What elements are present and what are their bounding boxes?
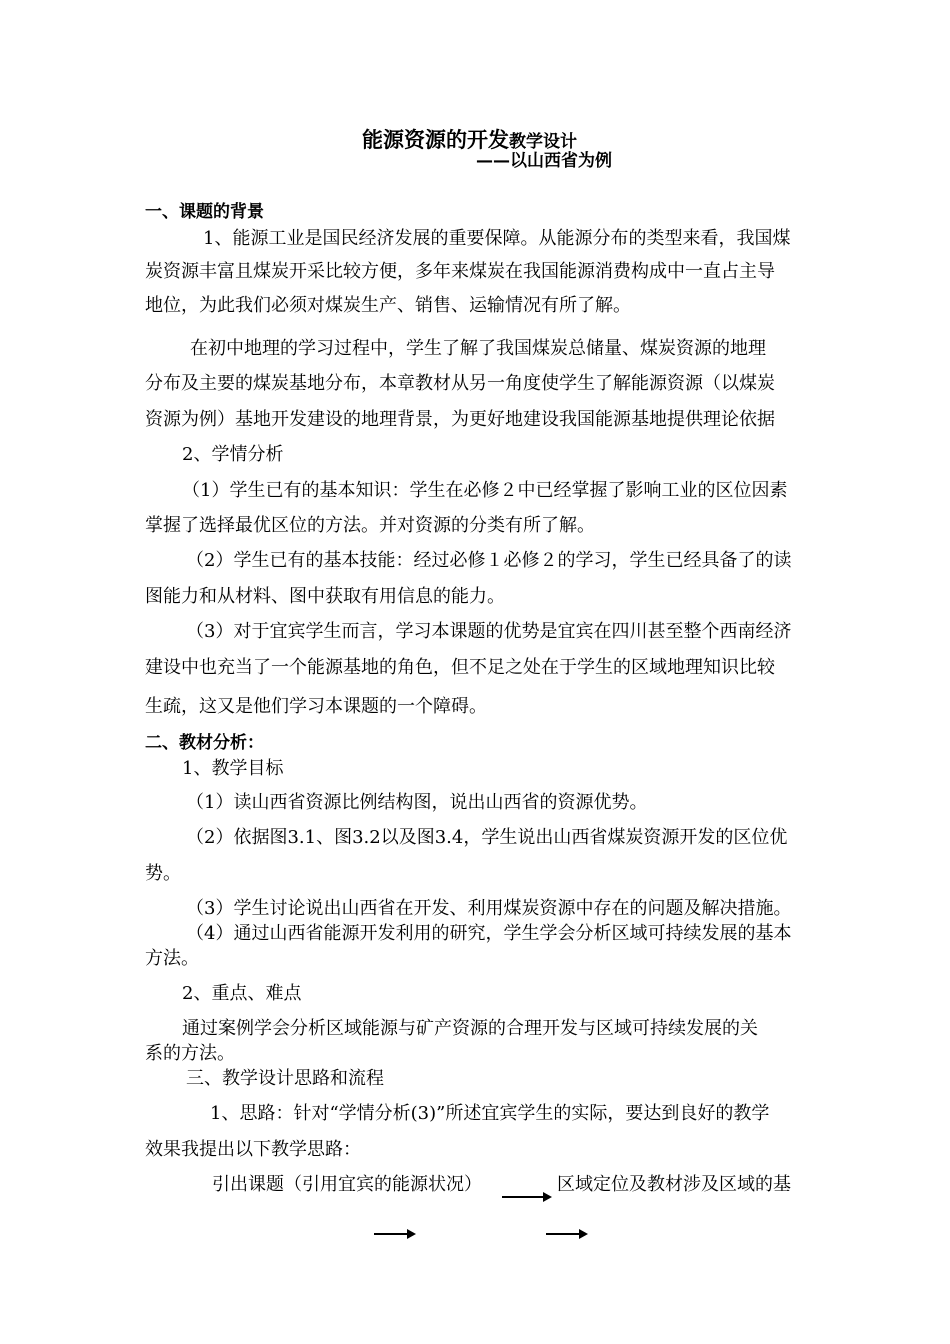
objective-line: 方法。	[145, 948, 199, 969]
paragraph-line: 掌握了选择最优区位的方法。并对资源的分类有所了解。	[145, 515, 595, 536]
objective-line: （4）通过山西省能源开发利用的研究，学生学会分析区域可持续发展的基本	[186, 923, 792, 944]
paragraph-line: （3）对于宜宾学生而言，学习本课题的优势是宜宾在四川甚至整个西南经济	[186, 621, 792, 642]
subheading-objectives: 1、教学目标	[182, 758, 284, 779]
paragraph-line: （1）学生已有的基本知识：学生在必修２中已经掌握了影响工业的区位因素	[182, 480, 788, 501]
objective-line: （2）依据图3.1、图3.2以及图3.4，学生说出山西省煤炭资源开发的区位优	[186, 827, 788, 848]
section-heading-background: 一、课题的背景	[145, 202, 264, 222]
objective-line: （1）读山西省资源比例结构图，说出山西省的资源优势。	[186, 792, 648, 813]
objective-line: 势。	[145, 863, 181, 884]
paragraph-line: 通过案例学会分析区域能源与矿产资源的合理开发与区域可持续发展的关	[182, 1018, 758, 1039]
flow-step-region: 区域定位及教材涉及区域的基	[557, 1174, 791, 1195]
paragraph-line: 图能力和从材料、图中获取有用信息的能力。	[145, 586, 505, 607]
subheading-learner-analysis: 2、学情分析	[182, 444, 284, 465]
paragraph-line: 效果我提出以下教学思路：	[145, 1139, 361, 1160]
flow-arrow-icon	[502, 1196, 544, 1198]
paragraph-line: 系的方法。	[145, 1043, 235, 1064]
paragraph-line: （2）学生已有的基本技能：经过必修１必修２的学习，学生已经具备了的读	[186, 550, 792, 571]
title-main: 能源资源的开发	[362, 128, 509, 152]
document-subtitle: ——以山西省为例	[476, 151, 612, 171]
paragraph-line: 地位，为此我们必须对煤炭生产、销售、运输情况有所了解。	[145, 295, 631, 316]
section-heading-design: 三、教学设计思路和流程	[186, 1068, 384, 1089]
paragraph-line: 分布及主要的煤炭基地分布，本章教材从另一角度使学生了解能源资源（以煤炭	[145, 373, 775, 394]
paragraph-line: 1、能源工业是国民经济发展的重要保障。从能源分布的类型来看，我国煤	[203, 228, 791, 249]
flow-arrow-icon	[546, 1233, 580, 1235]
paragraph-line: 在初中地理的学习过程中，学生了解了我国煤炭总储量、煤炭资源的地理	[190, 338, 766, 359]
paragraph-line: 生疏，这又是他们学习本课题的一个障碍。	[145, 696, 487, 717]
section-heading-materials: 二、教材分析：	[145, 733, 264, 753]
subheading-key-points: 2、重点、难点	[182, 983, 302, 1004]
title-suffix: 教学设计	[509, 132, 577, 152]
paragraph-line: 资源为例）基地开发建设的地理背景，为更好地建设我国能源基地提供理论依据	[145, 409, 775, 430]
flow-step-intro: 引出课题（引用宜宾的能源状况）	[212, 1174, 482, 1195]
objective-line: （3）学生讨论说出山西省在开发、利用煤炭资源中存在的问题及解决措施。	[186, 898, 792, 919]
paragraph-line: 炭资源丰富且煤炭开采比较方便，多年来煤炭在我国能源消费构成中一直占主导	[145, 261, 775, 282]
paragraph-line: 1、思路：针对“学情分析(3)”所述宜宾学生的实际，要达到良好的教学	[210, 1103, 770, 1124]
paragraph-line: 建设中也充当了一个能源基地的角色，但不足之处在于学生的区域地理知识比较	[145, 657, 775, 678]
flow-arrow-icon	[374, 1233, 408, 1235]
